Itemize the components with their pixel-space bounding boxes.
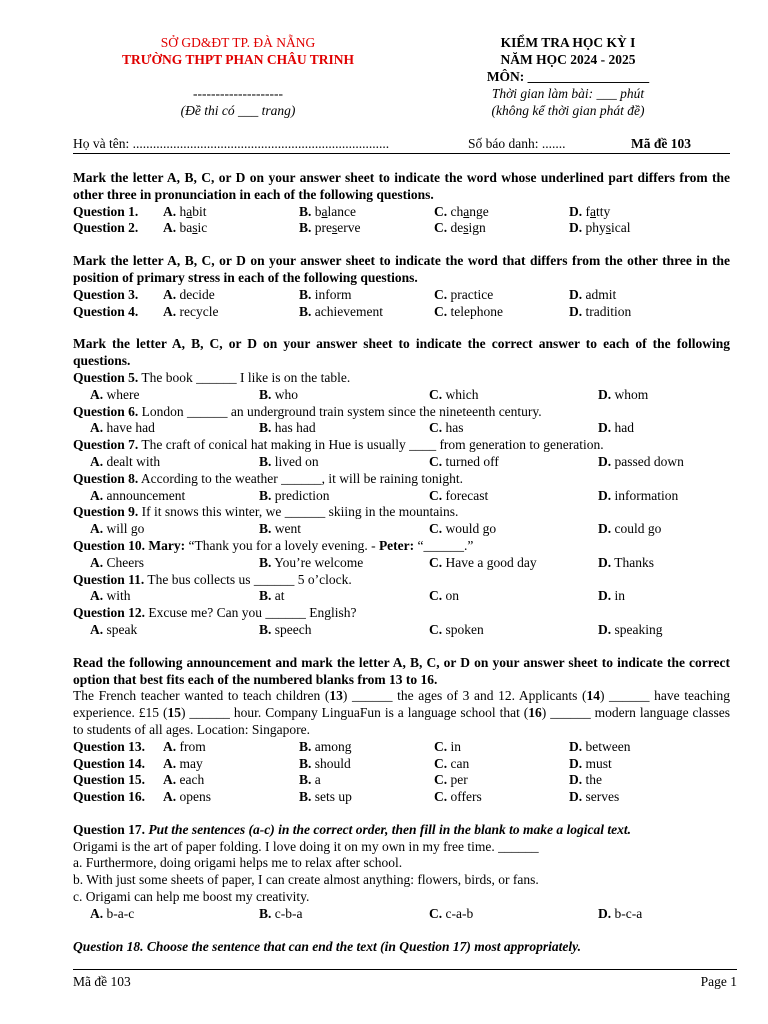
- question-12-stem: Question 12. Excuse me? Can you ______ English?: [73, 605, 357, 621]
- question-label: Question 15.: [73, 772, 146, 788]
- option-d: D. had: [598, 420, 634, 436]
- question-7-options: [73, 454, 730, 471]
- option-a: A. from: [163, 738, 206, 754]
- question-5-stem: Question 5. The book ______ I like is on the table.: [73, 369, 351, 385]
- question-17-options: [73, 906, 730, 923]
- announcement-text: The French teacher wanted to teach children (13) ______ the ages of 3 and 12. Applicants (14) ______ have teaching experience. £15 (15) ______ hour. Company LinguaFun is a language school that (16) ______ modern language classes to students of all ages. Location: Singapore.: [73, 688, 731, 737]
- option-b: B. among: [299, 738, 352, 754]
- question-label: Question 3.: [73, 286, 139, 302]
- subject-line: MÔN: __________________: [486, 69, 650, 84]
- student-info-line: [73, 136, 730, 154]
- option-a: A. dealt with: [90, 453, 161, 469]
- school-year: NĂM HỌC 2024 - 2025: [500, 52, 636, 67]
- option-c: C. practice: [434, 286, 494, 302]
- option-b: B. preserve: [299, 220, 361, 236]
- option-c: C. c-a-b: [429, 905, 474, 921]
- question-9-stem: Question 9. If it snows this winter, we ______ skiing in the mountains.: [73, 504, 459, 520]
- option-b: B. balance: [299, 203, 356, 219]
- option-d: D. passed down: [598, 453, 684, 469]
- question-6-stem: Question 6. London ______ an underground train system since the nineteenth century.: [73, 403, 542, 419]
- option-d: D. information: [598, 487, 679, 503]
- option-a: A. each: [163, 772, 205, 788]
- option-a: A. opens: [163, 789, 211, 805]
- option-c: C. has: [429, 420, 464, 436]
- question-3: [73, 287, 730, 304]
- question-label: Question 16.: [73, 789, 146, 805]
- option-d: D. could go: [598, 521, 662, 537]
- question-11-options: [73, 588, 730, 605]
- option-a: A. will go: [90, 521, 145, 537]
- section3-instructions: Mark the letter A, B, C, or D on your answer sheet to indicate the correct answer to each of the following questions.: [73, 336, 730, 369]
- footer-page-number: Page 1: [700, 974, 737, 989]
- option-b: B. a: [299, 772, 321, 788]
- question-11-stem: Question 11. The bus collects us ______ 5 o’clock.: [73, 571, 352, 587]
- sentence-b: b. With just some sheets of paper, I can create almost anything: flowers, birds, or fans.: [73, 872, 539, 888]
- option-b: B. You’re welcome: [259, 554, 364, 570]
- question-17-intro: Origami is the art of paper folding. I love doing it on my own in my free time. ______: [73, 838, 539, 854]
- sentence-c: c. Origami can help me boost my creativity.: [73, 889, 310, 905]
- question-5-options: [73, 387, 730, 404]
- option-b: B. who: [259, 386, 299, 402]
- question-14: [73, 756, 730, 773]
- header-right: [453, 34, 683, 119]
- option-a: A. decide: [163, 286, 215, 302]
- option-d: D. Thanks: [598, 554, 655, 570]
- option-c: C. in: [434, 738, 462, 754]
- duration-note: (không kể thời gian phát đề): [491, 103, 645, 118]
- option-b: B. should: [299, 755, 351, 771]
- option-a: A. where: [90, 386, 140, 402]
- question-13: [73, 739, 730, 756]
- question-10-options: [73, 555, 730, 572]
- option-a: A. have had: [90, 420, 155, 436]
- question-12-options: [73, 622, 730, 639]
- pages-note: (Đề thi có ___ trang): [180, 103, 296, 118]
- option-d: D. speaking: [598, 621, 663, 637]
- option-b: B. at: [259, 588, 285, 604]
- option-a: A. recycle: [163, 303, 219, 319]
- option-a: A. announcement: [90, 487, 186, 503]
- option-c: C. per: [434, 772, 468, 788]
- option-a: A. with: [90, 588, 131, 604]
- question-label: Question 4.: [73, 303, 139, 319]
- question-1: [73, 204, 730, 221]
- question-7-stem: Question 7. The craft of conical hat making in Hue is usually ____ from generation to generation.: [73, 437, 604, 453]
- option-b: B. inform: [299, 286, 352, 302]
- option-c: C. Have a good day: [429, 554, 537, 570]
- option-a: A. b-a-c: [90, 905, 135, 921]
- option-c: C. offers: [434, 789, 482, 805]
- question-label: Question 2.: [73, 220, 139, 236]
- question-label: Question 1.: [73, 203, 139, 219]
- question-6-options: [73, 420, 730, 437]
- question-label: Question 13.: [73, 738, 146, 754]
- option-c: C. design: [434, 220, 486, 236]
- option-c: C. spoken: [429, 621, 484, 637]
- header-left: [73, 34, 403, 119]
- option-d: D. the: [569, 772, 602, 788]
- header-dashes: --------------------: [193, 86, 283, 101]
- exam-title: KIỂM TRA HỌC KỲ I: [500, 35, 636, 50]
- option-a: A. may: [163, 755, 203, 771]
- option-c: C. can: [434, 755, 470, 771]
- option-c: C. turned off: [429, 453, 499, 469]
- option-b: B. speech: [259, 621, 312, 637]
- option-d: D. whom: [598, 386, 649, 402]
- exam-code: Mã đề 103: [631, 136, 691, 151]
- option-b: B. prediction: [259, 487, 330, 503]
- option-d: D. between: [569, 738, 631, 754]
- option-b: B. has had: [259, 420, 316, 436]
- option-d: D. must: [569, 755, 612, 771]
- option-d: D. admit: [569, 286, 617, 302]
- section1-instructions: Mark the letter A, B, C, or D on your answer sheet to indicate the word whose underlined part differs from the other three in pronunciation in each of the following questions.: [73, 170, 730, 202]
- question-9-options: [73, 521, 730, 538]
- option-c: C. on: [429, 588, 459, 604]
- option-d: D. serves: [569, 789, 620, 805]
- option-c: C. would go: [429, 521, 497, 537]
- school-name: TRƯỜNG THPT PHAN CHÂU TRINH: [121, 52, 355, 67]
- question-4: [73, 304, 730, 321]
- question-label: Question 14.: [73, 755, 146, 771]
- page-footer: [73, 969, 737, 989]
- question-8-stem: Question 8. According to the weather ______, it will be raining tonight.: [73, 470, 463, 486]
- option-d: D. fatty: [569, 203, 611, 219]
- option-c: C. forecast: [429, 487, 489, 503]
- student-name-field: Họ và tên: ............................................................................: [73, 136, 390, 151]
- option-b: B. c-b-a: [259, 905, 303, 921]
- option-c: C. change: [434, 203, 489, 219]
- option-d: D. tradition: [569, 303, 632, 319]
- department-name: SỞ GD&ĐT TP. ĐÀ NẴNG: [160, 35, 316, 50]
- footer-exam-code: Mã đề 103: [73, 974, 131, 989]
- option-d: D. physical: [569, 220, 631, 236]
- exam-body: [73, 170, 730, 955]
- option-a: A. basic: [163, 220, 208, 236]
- option-b: B. lived on: [259, 453, 319, 469]
- option-a: A. habit: [163, 203, 207, 219]
- option-a: A. speak: [90, 621, 138, 637]
- question-17-stem: Question 17. Put the sentences (a-c) in the correct order, then fill in the blank to make a logical text.: [73, 821, 631, 837]
- option-a: A. Cheers: [90, 554, 144, 570]
- option-d: D. b-c-a: [598, 905, 643, 921]
- section2-instructions: Mark the letter A, B, C, or D on your answer sheet to indicate the word that differs from the other three in the position of primary stress in each of the following questions.: [73, 253, 730, 285]
- option-d: D. in: [598, 588, 626, 604]
- question-2: [73, 220, 730, 237]
- sentence-a: a. Furthermore, doing origami helps me to relax after school.: [73, 855, 403, 871]
- option-b: B. went: [259, 521, 302, 537]
- candidate-number-field: Số báo danh: .......: [468, 136, 566, 151]
- option-b: B. sets up: [299, 789, 352, 805]
- question-15: [73, 772, 730, 789]
- option-c: C. telephone: [434, 303, 503, 319]
- option-c: C. which: [429, 386, 479, 402]
- question-16: [73, 789, 730, 806]
- question-8-options: [73, 488, 730, 505]
- question-10-stem: Question 10. Mary: “Thank you for a lovely evening. - Peter: “______.”: [73, 537, 474, 553]
- question-18-stem: Question 18. Choose the sentence that can end the text (in Question 17) most appropriately.: [73, 938, 582, 954]
- option-b: B. achievement: [299, 303, 383, 319]
- duration: Thời gian làm bài: ___ phút: [491, 86, 645, 101]
- section4-instructions: Read the following announcement and mark the letter A, B, C, or D on your answer sheet to indicate the correct option that best fits each of the numbered blanks from 13 to 16.: [73, 654, 730, 687]
